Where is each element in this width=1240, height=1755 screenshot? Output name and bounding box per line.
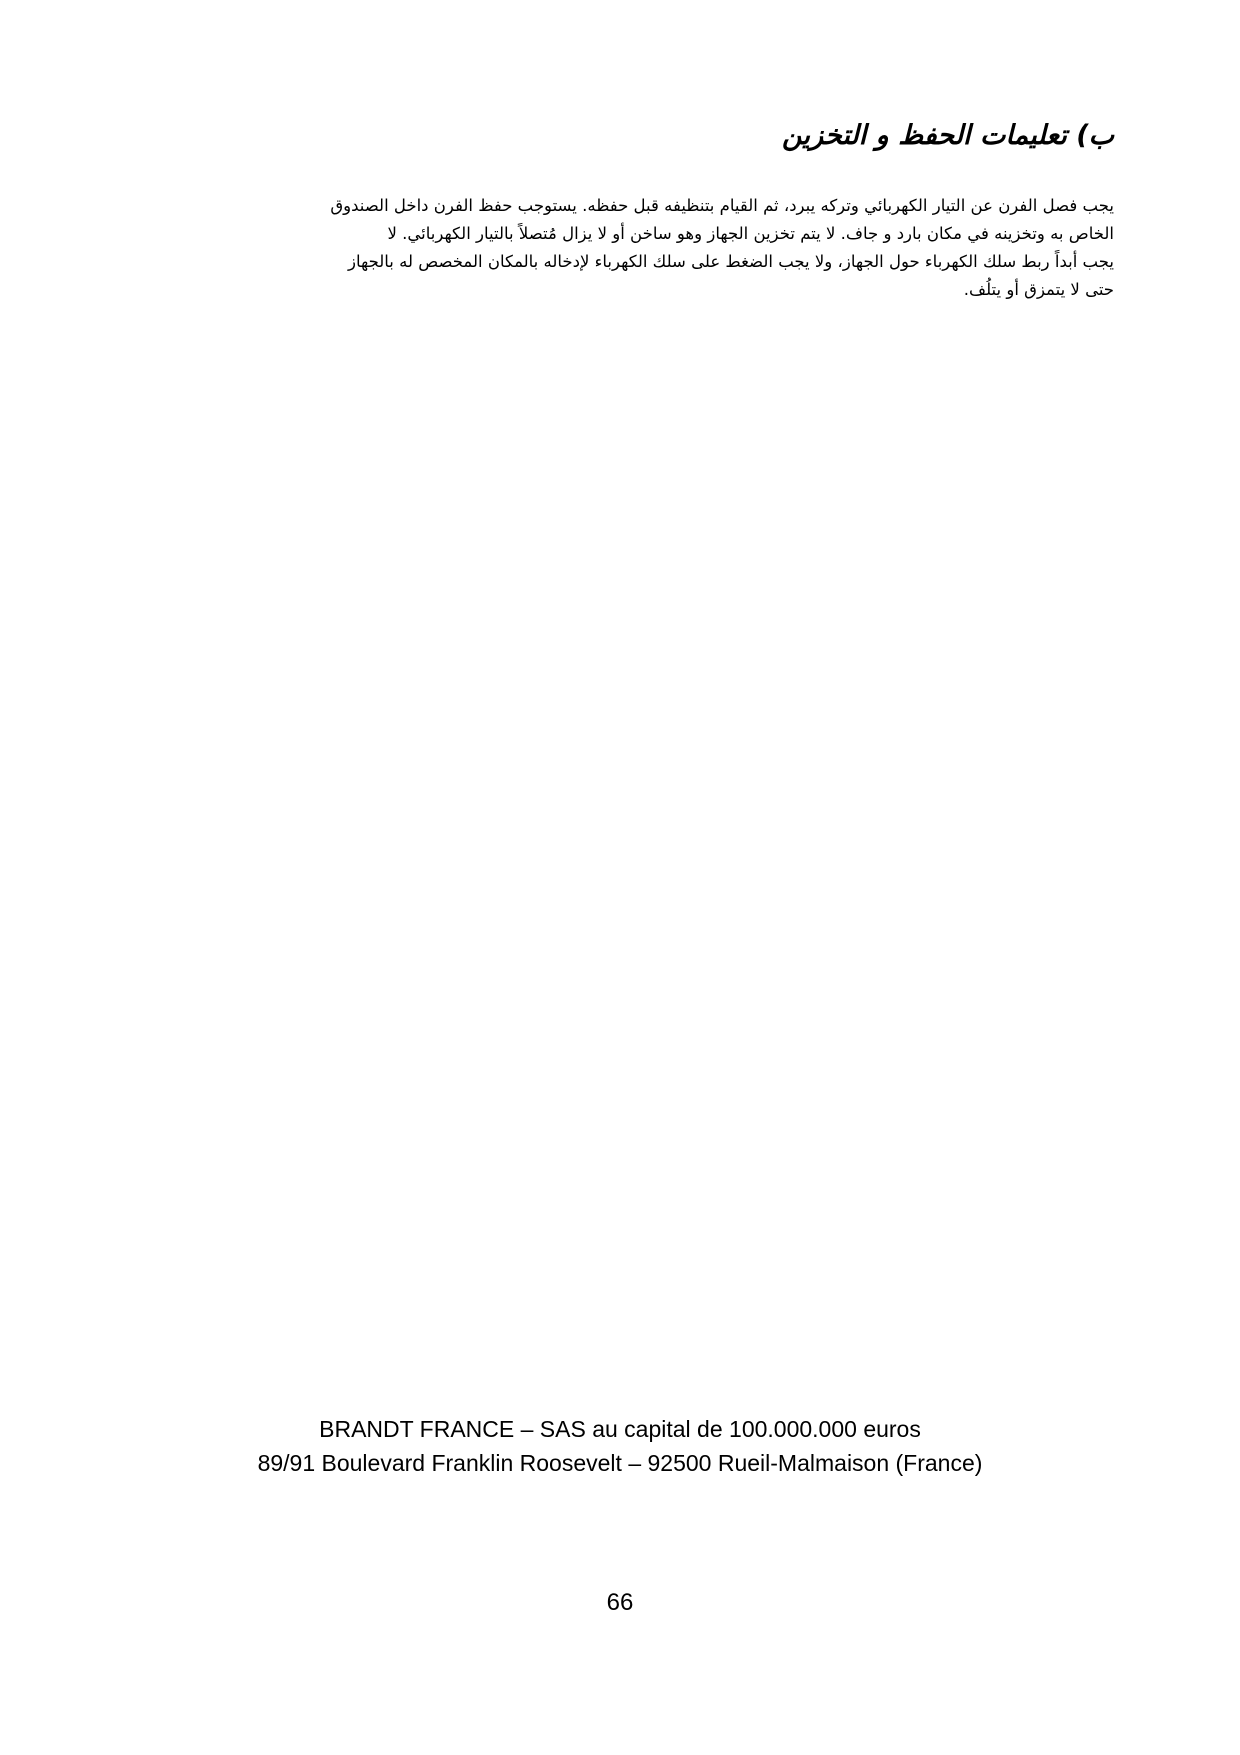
storage-instructions-paragraph [204, 192, 1114, 304]
company-footer [0, 1412, 1240, 1480]
footer-company-line: BRANDT FRANCE – SAS au capital de 100.000.000 euros [319, 1416, 921, 1442]
page-number: 66 [606, 1589, 634, 1616]
section-heading: ب) تعليمات الحفظ و التخزين [782, 120, 1114, 151]
paragraph-line: يجب فصل الفرن عن التيار الكهربائي وتركه يبرد، ثم القيام بتنظيفه قبل حفظه. يستوجب حفظ الفرن داخل الصندوق [330, 196, 1114, 215]
paragraph-line: الخاص به وتخزينه في مكان بارد و جاف. لا يتم تخزين الجهاز وهو ساخن أو لا يزال مُتصلاً بالتيار الكهربائي. لا [387, 224, 1114, 243]
paragraph-line: يجب أبداً ربط سلك الكهرباء حول الجهاز، ولا يجب الضغط على سلك الكهرباء لإدخاله بالمكان المخصص له بالجهاز [348, 252, 1114, 271]
paragraph-line: حتى لا يتمزق أو يتلُف. [963, 280, 1114, 299]
footer-address-line: 89/91 Boulevard Franklin Roosevelt – 92500 Rueil-Malmaison (France) [257, 1450, 983, 1476]
